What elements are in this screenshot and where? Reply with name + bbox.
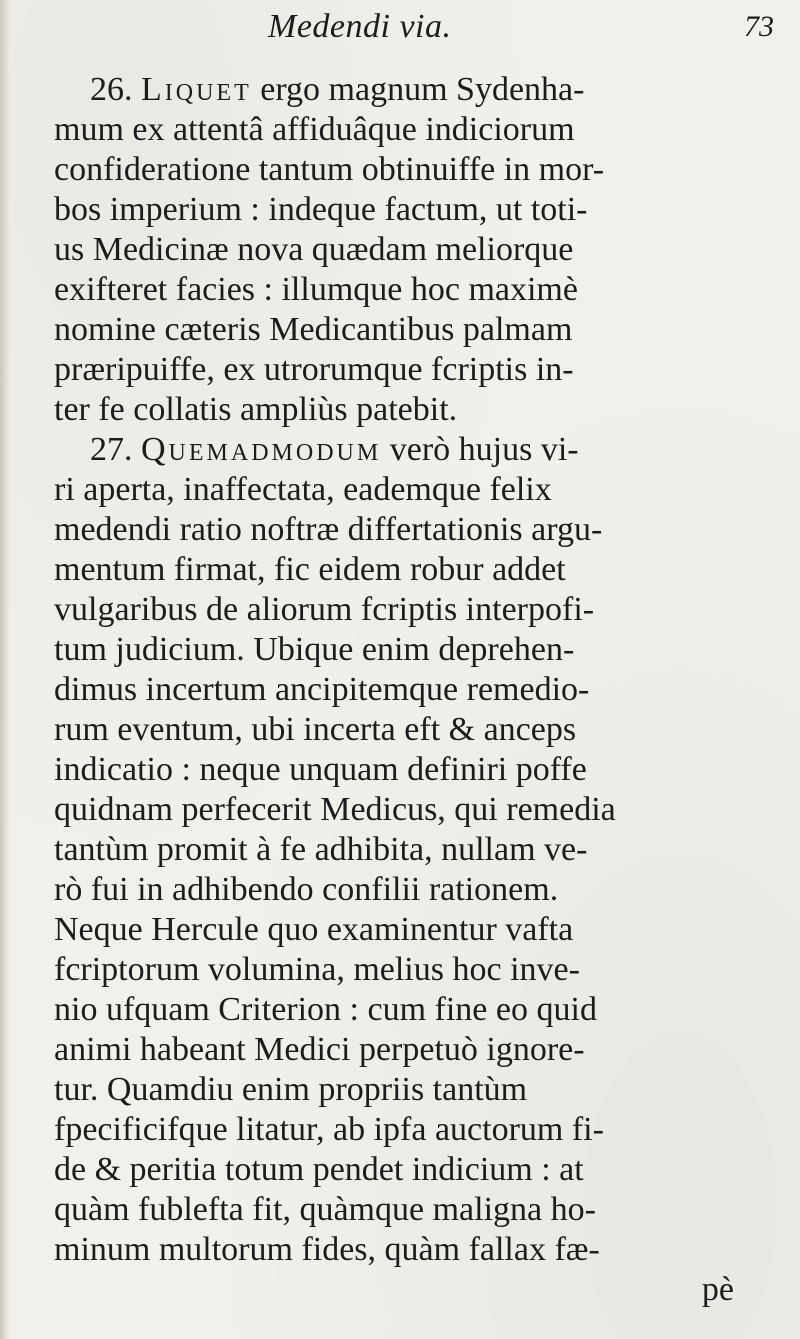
- text-block: [54, 70, 774, 1310]
- text-line: rum eventum, ubi incerta eft & anceps: [54, 711, 577, 748]
- text-line: quàm fublefta fit, quàmque maligna ho-: [54, 1191, 596, 1228]
- text-line: bos imperium : indeque factum, ut toti-: [54, 191, 588, 228]
- text-line: vulgaribus de aliorum fcriptis interpofi-: [54, 591, 595, 628]
- text-line: rò fui in adhibendo confilii rationem.: [54, 871, 559, 908]
- text-line: dimus incertum ancipitemque remedio-: [54, 671, 590, 708]
- text-line: ergo magnum Sydenha-: [251, 71, 585, 108]
- text-line: us Medicinæ nova quædam meliorque: [54, 231, 574, 268]
- paragraph-lead-word: Liquet: [141, 71, 252, 108]
- running-title: Medendi via.: [268, 8, 452, 45]
- text-line: fcriptorum volumina, melius hoc inve-: [54, 951, 580, 988]
- text-line: tum judicium. Ubique enim deprehen-: [54, 631, 575, 668]
- text-line: de & peritia totum pendet indicium : at: [54, 1151, 584, 1188]
- running-head: [0, 8, 800, 68]
- text-line: Neque Hercule quo examinentur vafta: [54, 911, 574, 948]
- text-line: verò hujus vi-: [381, 431, 579, 468]
- text-line: medendi ratio noftræ differtationis argu-: [54, 511, 603, 548]
- text-line: nio ufquam Criterion : cum fine eo quid: [54, 991, 597, 1028]
- paragraph-lead-word: Quemadmodum: [141, 431, 382, 468]
- text-line: minum multorum fides, quàm fallax fæ-: [54, 1231, 600, 1268]
- text-line: nomine cæteris Medicantibus palmam: [54, 311, 573, 348]
- text-line: animi habeant Medici perpetuò ignore-: [54, 1031, 585, 1068]
- text-line: tur. Quamdiu enim propriis tantùm: [54, 1071, 528, 1108]
- text-line: præripuiffe, ex utrorumque fcriptis in-: [54, 351, 574, 388]
- text-line: ri aperta, inaffectata, eademque felix: [54, 471, 552, 508]
- text-line: exifteret facies : illumque hoc maximè: [54, 271, 578, 308]
- text-line: confideratione tantum obtinuiffe in mor-: [54, 151, 605, 188]
- text-line: indicatio : neque unquam definiri poffe: [54, 751, 587, 788]
- text-line: quidnam perfecerit Medicus, qui remedia: [54, 791, 616, 828]
- text-line: fpecificifque litatur, ab ipfa auctorum fi-: [54, 1111, 604, 1148]
- page-number: 73: [744, 10, 774, 43]
- text-line: mum ex attentâ affiduâque indiciorum: [54, 111, 575, 148]
- paragraph-number: 26.: [90, 71, 133, 108]
- paragraph-number: 27.: [90, 431, 133, 468]
- binding-edge: [0, 0, 10, 1339]
- paragraph-26-first-line: [54, 70, 774, 110]
- text-line: ter fe collatis ampliùs patebit.: [54, 391, 458, 428]
- text-line: tantùm promit à fe adhibita, nullam ve-: [54, 831, 588, 868]
- catchword: pè: [701, 1271, 734, 1308]
- text-line: mentum firmat, fic eidem robur addet: [54, 551, 566, 588]
- paragraph-27-first-line: [54, 430, 774, 470]
